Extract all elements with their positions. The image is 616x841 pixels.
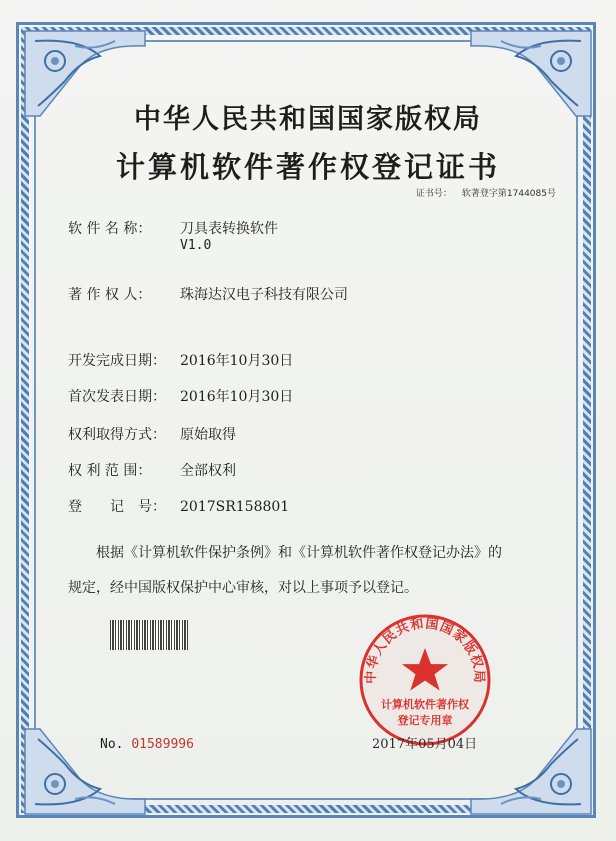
copyright-holder-row — [68, 284, 348, 304]
statement-line-2: 规定，经中国版权保护中心审核，对以上事项予以登记。 — [68, 580, 418, 596]
registration-number-value: 2017SR158801 — [180, 499, 290, 515]
official-seal — [355, 610, 495, 750]
software-version: V1.0 — [180, 238, 212, 253]
seal-arc-text: 中华人民共和国国家版权局 — [363, 616, 487, 684]
acquisition-method-row — [68, 424, 236, 444]
statement-line-1: 根据《计算机软件保护条例》和《计算机软件著作权登记办法》的 — [96, 545, 502, 561]
copyright-holder-label: 著 作 权 人： — [68, 287, 152, 303]
acquisition-method-value: 原始取得 — [180, 427, 236, 443]
certificate-number-value: 软著登字第1744085号 — [461, 189, 556, 199]
rights-scope-value: 全部权利 — [180, 463, 236, 479]
software-name-value: 刀具表转换软件 — [180, 221, 278, 237]
rights-scope-label: 权 利 范 围： — [68, 463, 152, 479]
dev-complete-date-label: 开发完成日期： — [68, 353, 166, 369]
seal-line-1: 计算机软件著作权 — [381, 698, 469, 711]
serial-number — [100, 737, 194, 752]
serial-prefix: No. — [100, 737, 124, 752]
registration-number-label: 登 记 号： — [68, 499, 166, 515]
certificate-number — [416, 186, 556, 199]
certificate-number-label: 证书号： — [415, 189, 452, 199]
first-publish-date-value: 2016年10月30日 — [180, 389, 294, 405]
issue-date: 2017年05月04日 — [372, 737, 478, 752]
serial-number-value: 01589996 — [131, 737, 194, 752]
seal-stamp-icon — [355, 610, 495, 750]
registration-number-row — [68, 496, 289, 516]
copyright-holder-value: 珠海达汉电子科技有限公司 — [180, 287, 348, 303]
first-publish-date-label: 首次发表日期： — [68, 389, 166, 405]
certificate-title: 计算机软件著作权登记证书 — [115, 150, 500, 184]
dev-complete-date-value: 2016年10月30日 — [180, 353, 294, 369]
dev-complete-date-row — [68, 350, 293, 370]
first-publish-date-row — [68, 386, 293, 406]
rights-scope-row — [68, 460, 236, 480]
software-name-label: 软 件 名 称： — [68, 221, 152, 237]
barcode-icon — [110, 620, 188, 650]
seal-line-2: 登记专用章 — [397, 714, 453, 727]
issuer-title: 中华人民共和国国家版权局 — [134, 104, 482, 135]
software-name-row — [68, 218, 278, 238]
acquisition-method-label: 权利取得方式： — [68, 427, 166, 443]
